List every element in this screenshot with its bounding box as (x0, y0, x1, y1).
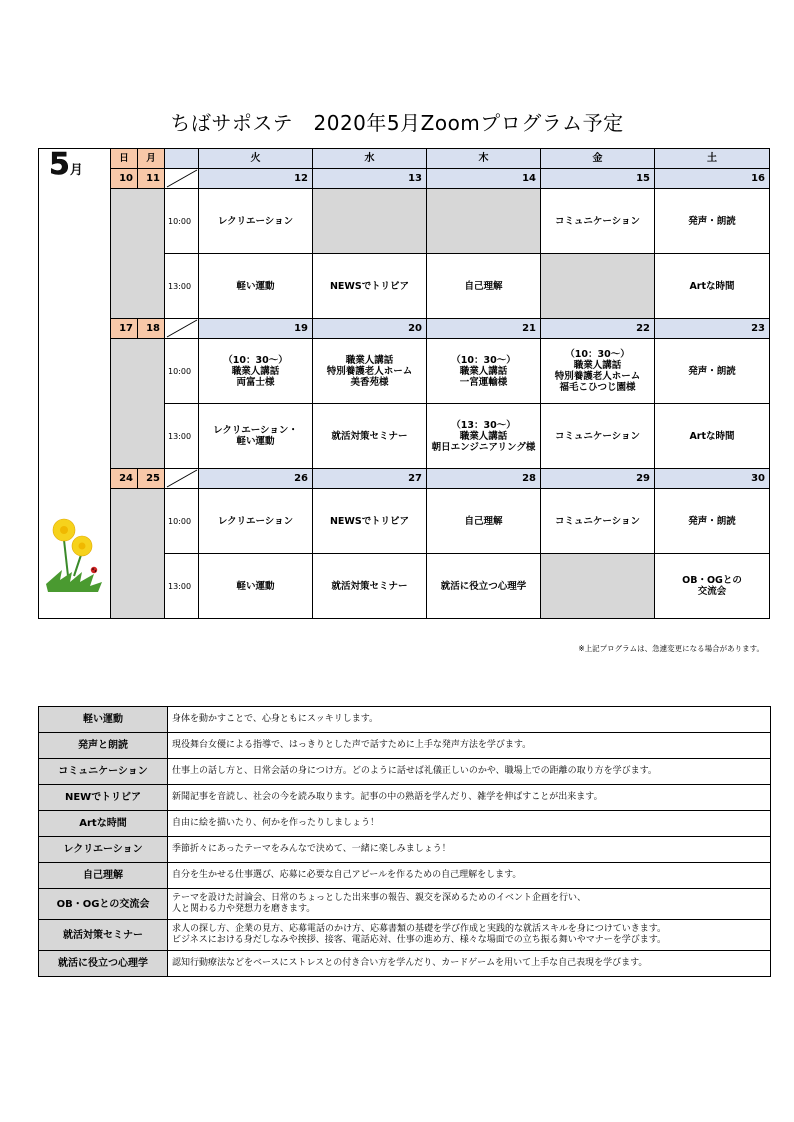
diagonal-cell (165, 169, 199, 189)
legend-term: コミュニケーション (39, 759, 168, 785)
closed-days-cell (111, 339, 165, 469)
program-cell: コミュニケーション (541, 489, 655, 554)
legend-row (39, 889, 771, 920)
program-cell: レクリエーション (199, 189, 313, 254)
schedule-table (38, 148, 770, 619)
empty-slot (541, 554, 655, 619)
time-pm: 13:00 (165, 554, 199, 619)
date-cell: 28 (427, 469, 541, 489)
legend-description: 仕事上の話し方と、日常会話の身につけ方。どのように話せば礼儀正しいのかや、職場上での距離の取り方を学びます。 (168, 759, 771, 785)
diagonal-cell (165, 469, 199, 489)
legend-row (39, 837, 771, 863)
date-monday: 25 (138, 469, 165, 489)
legend-row (39, 733, 771, 759)
date-cell: 21 (427, 319, 541, 339)
legend-row (39, 920, 771, 951)
date-cell: 23 (655, 319, 770, 339)
date-monday: 11 (138, 169, 165, 189)
legend-row (39, 707, 771, 733)
time-am: 10:00 (165, 189, 199, 254)
legend-row (39, 811, 771, 837)
header-mon: 月 (138, 149, 165, 169)
legend-row (39, 863, 771, 889)
month-badge: 5月 (49, 147, 83, 182)
legend-description: 求人の探し方、企業の見方、応募電話のかけ方、応募書類の基礎を学び作成と実践的な就活スキルを身につけていきます。 ビジネスにおける身だしなみや挨拶、接客、電話応対、仕事の進め方、様々な場面での立ち振る舞いやマナーを学びます。 (168, 920, 771, 951)
date-cell: 14 (427, 169, 541, 189)
legend-table (38, 706, 771, 977)
program-cell: 自己理解 (427, 489, 541, 554)
date-sunday: 10 (111, 169, 138, 189)
program-cell: 自己理解 (427, 254, 541, 319)
time-am: 10:00 (165, 489, 199, 554)
program-cell: レクリエーション・ 軽い運動 (199, 404, 313, 469)
date-sunday: 17 (111, 319, 138, 339)
program-cell: 就活に役立つ心理学 (427, 554, 541, 619)
program-cell: 発声・朗読 (655, 339, 770, 404)
legend-term: 就活に役立つ心理学 (39, 951, 168, 977)
header-sat: 土 (655, 149, 770, 169)
diagonal-cell (165, 319, 199, 339)
program-cell: NEWSでトリビア (313, 489, 427, 554)
legend-description: 季節折々にあったテーマをみんなで決めて、一緒に楽しみましょう！ (168, 837, 771, 863)
legend-description: 自分を生かせる仕事選び、応募に必要な自己アピールを作るための自己理解をします。 (168, 863, 771, 889)
date-sunday: 24 (111, 469, 138, 489)
program-cell: 軽い運動 (199, 254, 313, 319)
date-cell: 16 (655, 169, 770, 189)
legend-term: NEWでトリビア (39, 785, 168, 811)
program-cell: （13：30～） 職業人講話 朝日エンジニアリング様 (427, 404, 541, 469)
date-cell: 15 (541, 169, 655, 189)
program-cell: 就活対策セミナー (313, 554, 427, 619)
time-pm: 13:00 (165, 404, 199, 469)
legend-description: 認知行動療法などをベースにストレスとの付き合い方を学んだり、カードゲームを用いて上手な自己表現を学びます。 (168, 951, 771, 977)
legend-row (39, 785, 771, 811)
legend-row (39, 759, 771, 785)
date-cell: 12 (199, 169, 313, 189)
closed-days-cell (111, 489, 165, 619)
empty-slot (541, 254, 655, 319)
header-fri: 金 (541, 149, 655, 169)
program-cell: 職業人講話 特別養護老人ホーム 美香苑様 (313, 339, 427, 404)
date-cell: 27 (313, 469, 427, 489)
date-cell: 22 (541, 319, 655, 339)
program-cell: 就活対策セミナー (313, 404, 427, 469)
closed-days-cell (111, 189, 165, 319)
header-sun: 日 (111, 149, 138, 169)
program-cell: コミュニケーション (541, 189, 655, 254)
date-monday: 18 (138, 319, 165, 339)
header-tue: 火 (199, 149, 313, 169)
program-cell: OB・OGとの 交流会 (655, 554, 770, 619)
header-wed: 水 (313, 149, 427, 169)
program-cell: （10：30～） 職業人講話 一宮運輸様 (427, 339, 541, 404)
date-cell: 29 (541, 469, 655, 489)
legend-term: Artな時間 (39, 811, 168, 837)
program-cell: （10：30～） 職業人講話 両富士様 (199, 339, 313, 404)
program-cell: （10：30～） 職業人講話 特別養護老人ホーム 福毛こひつじ園様 (541, 339, 655, 404)
program-cell: 軽い運動 (199, 554, 313, 619)
legend-description: 身体を動かすことで、心身ともにスッキリします。 (168, 707, 771, 733)
header-thu: 木 (427, 149, 541, 169)
date-cell: 26 (199, 469, 313, 489)
program-cell: Artな時間 (655, 404, 770, 469)
page-title: ちばサポステ 2020年5月Zoomプログラム予定 (170, 111, 624, 135)
legend-description: 自由に絵を描いたり、何かを作ったりしましょう！ (168, 811, 771, 837)
date-cell: 20 (313, 319, 427, 339)
program-cell: Artな時間 (655, 254, 770, 319)
legend-description: テーマを設けた討論会、日常のちょっとした出来事の報告、親交を深めるためのイベント企画を行い、 人と関わる力や発想力を磨きます。 (168, 889, 771, 920)
empty-slot (313, 189, 427, 254)
legend-description: 現役舞台女優による指導で、はっきりとした声で話すために上手な発声方法を学びます。 (168, 733, 771, 759)
date-cell: 30 (655, 469, 770, 489)
date-cell: 19 (199, 319, 313, 339)
legend-term: 軽い運動 (39, 707, 168, 733)
time-pm: 13:00 (165, 254, 199, 319)
legend-term: 就活対策セミナー (39, 920, 168, 951)
program-cell: NEWSでトリビア (313, 254, 427, 319)
program-cell: 発声・朗読 (655, 489, 770, 554)
legend-term: 発声と朗読 (39, 733, 168, 759)
empty-slot (427, 189, 541, 254)
legend-term: OB・OGとの交流会 (39, 889, 168, 920)
legend-row (39, 951, 771, 977)
schedule-note: ※上記プログラムは、急遽変更になる場合があります。 (578, 644, 764, 653)
date-cell: 13 (313, 169, 427, 189)
dandelion-illustration (42, 514, 108, 598)
program-cell: コミュニケーション (541, 404, 655, 469)
legend-term: 自己理解 (39, 863, 168, 889)
time-am: 10:00 (165, 339, 199, 404)
program-cell: レクリエーション (199, 489, 313, 554)
program-cell: 発声・朗読 (655, 189, 770, 254)
legend-description: 新聞記事を音読し、社会の今を読み取ります。記事の中の熟語を学んだり、雑学を伸ばすことが出来ます。 (168, 785, 771, 811)
legend-term: レクリエーション (39, 837, 168, 863)
